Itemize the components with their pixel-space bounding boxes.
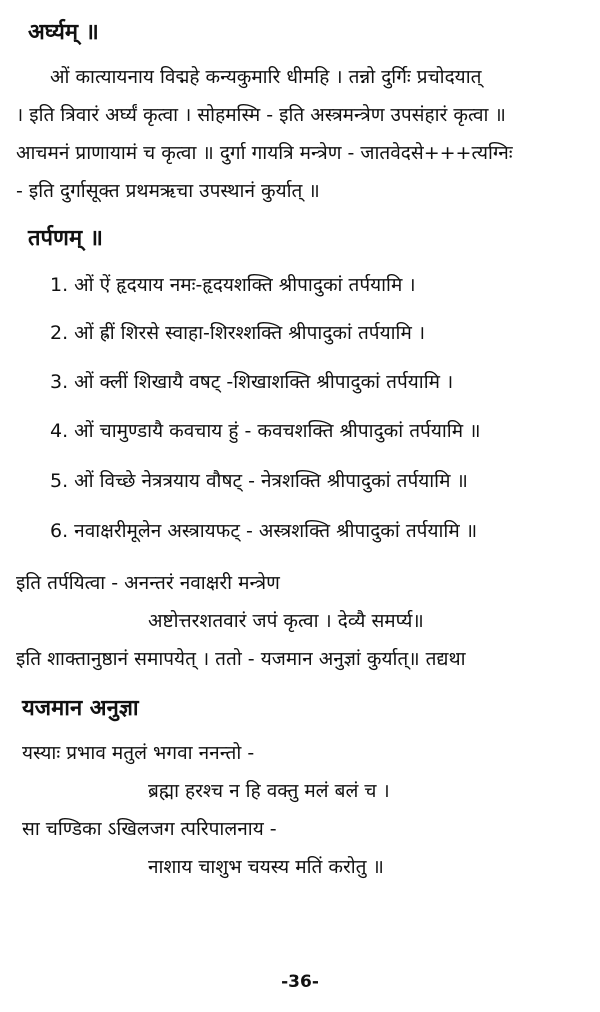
tarpanam-item-3: 3. ओं क्लीं शिखायै वषट् -शिखाशक्ति श्रीपादुकां तर्पयामि । [50,371,454,393]
arghyam-line-1: ओं कात्यायनाय विद्महे कन्यकुमारि धीमहि । तन्नो दुर्गिः प्रचोदयात् [50,66,482,88]
yajamana-line-3: सा चण्डिका ऽखिलजग त्परिपालनाय - [22,818,277,840]
tarpanam-after-line-2: अष्टोत्तरशतवारं जपं कृत्वा । देव्यै समर्प्य॥ [148,610,424,632]
arghyam-line-3: आचमनं प्राणायामं च कृत्वा ॥ दुर्गा गायत्रि मन्त्रेण - जातवेदसे+++त्यग्निः [16,142,513,164]
yajamana-line-4: नाशाय चाशुभ चयस्य मतिं करोतु ॥ [148,856,384,878]
yajamana-line-2: ब्रह्मा हरश्च न हि वक्तु मलं बलं च । [148,780,390,802]
yajamana-line-1: यस्याः प्रभाव मतुलं भगवा ननन्तो - [22,742,255,764]
tarpanam-item-2: 2. ओं ह्रीं शिरसे स्वाहा-शिरश्शक्ति श्रीपादुकां तर्पयामि । [50,322,426,344]
tarpanam-after-line-3: इति शाक्तानुष्ठानं समापयेत् । ततो - यजमान अनुज्ञां कुर्यात्॥ तद्यथा [16,648,466,670]
heading-arghyam: अर्घ्यम् ॥ [28,20,99,45]
arghyam-line-2: । इति त्रिवारं अर्घ्यं कृत्वा । सोहमस्मि - इति अस्त्रमन्त्रेण उपसंहारं कृत्वा ॥ [16,104,506,126]
tarpanam-item-4: 4. ओं चामुण्डायै कवचाय हुं - कवचशक्ति श्रीपादुकां तर्पयामि ॥ [50,420,481,442]
heading-tarpanam: तर्पणम् ॥ [28,226,103,251]
page-number: -36- [281,972,319,992]
arghyam-line-4: - इति दुर्गासूक्त प्रथमऋचा उपस्थानं कुर्यात् ॥ [16,180,320,202]
tarpanam-item-5: 5. ओं विच्छे नेत्रत्रयाय वौषट् - नेत्रशक्ति श्रीपादुकां तर्पयामि ॥ [50,470,468,492]
heading-yajamana-anujna: यजमान अनुज्ञा [22,696,139,721]
tarpanam-item-1: 1. ओं ऐं हृदयाय नमः-हृदयशक्ति श्रीपादुकां तर्पयामि । [50,274,416,296]
tarpanam-after-line-1: इति तर्पयित्वा - अनन्तरं नवाक्षरी मन्त्रेण [16,572,280,594]
tarpanam-item-6: 6. नवाक्षरीमूलेन अस्त्रायफट् - अस्त्रशक्ति श्रीपादुकां तर्पयामि ॥ [50,520,478,542]
